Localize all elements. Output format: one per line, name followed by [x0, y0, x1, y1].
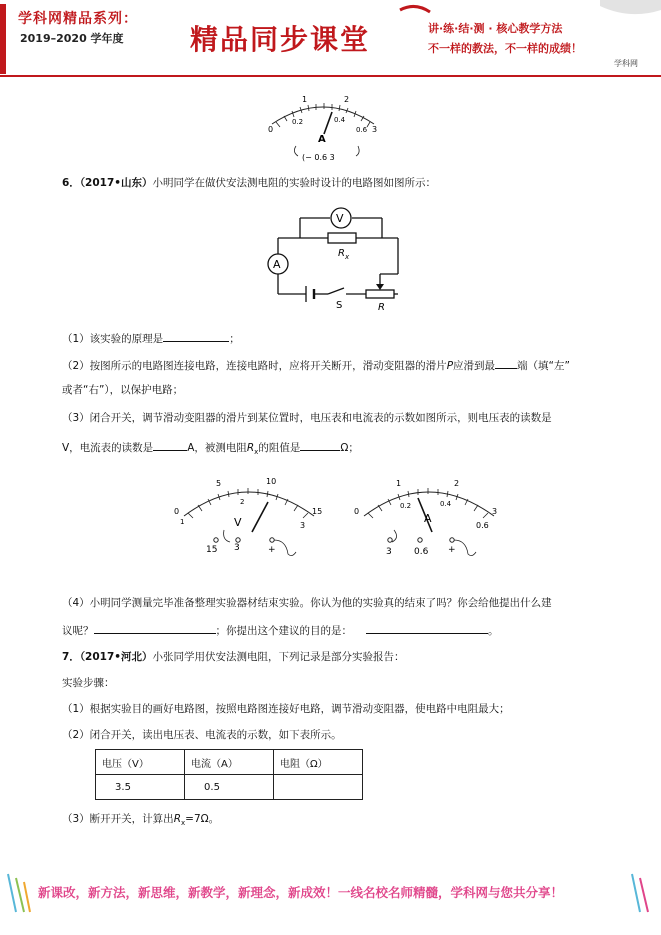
voltmeter-tick: 5 — [216, 479, 222, 488]
voltmeter-tick: 1 — [180, 518, 185, 526]
q7-step1: （1）根据实验目的画好电路图，按照电路图连接好电路，调节滑动变阻器，使电路中电阻最大； — [62, 703, 510, 715]
table-cell: 0.5 — [185, 775, 274, 800]
header-series: 学科网精品系列： — [18, 11, 138, 27]
top-ammeter-figure — [258, 92, 388, 167]
ammeter-terminal: 3 — [386, 547, 392, 557]
table-row — [96, 775, 363, 800]
voltmeter-tick: 2 — [240, 498, 245, 506]
footer-text: 新课改，新方法，新思维，新教学，新理念，新成效！一线名校名师精髓，学科网与您共分享！ — [38, 885, 564, 900]
ammeter-tick: 2 — [454, 479, 460, 488]
voltmeter-tick: 3 — [300, 521, 306, 530]
table-header-cell: 电压（V） — [96, 750, 185, 775]
circuit-rheostat-label: R — [378, 302, 385, 312]
q6-part3-line1: （3）闭合开关，调节滑动变阻器的滑片到某位置时，电压表和电流表的示数如图所示，则电压表的读数是 — [62, 412, 552, 424]
top-ammeter-tick: 0.6 — [356, 126, 368, 134]
q7-stem: 7．（2017•河北）小张同学用伏安法测电阻，下列记录是部分实验报告： — [62, 651, 405, 663]
top-ammeter-tick: 1 — [302, 95, 308, 104]
q6-voltmeter-figure — [168, 472, 328, 562]
q6-part2-line1: （2）按图所示的电路图连接电路，连接电路时，应将开关断开，滑动变阻器的滑片P应滑到最 端（填“左” — [62, 357, 570, 373]
ammeter-terminal: + — [448, 545, 456, 555]
top-ammeter-tick: 0.4 — [334, 116, 346, 124]
circuit-voltmeter-label: V — [336, 212, 344, 225]
q6-part4-line1: （4）小明同学测量完毕准备整理实验器材结束实验。你认为他的实验真的结束了吗？你会给他提出什么建 — [62, 597, 552, 609]
ammeter-terminal: 0.6 — [414, 547, 429, 557]
table-cell: 3.5 — [96, 775, 185, 800]
table-cell — [274, 775, 363, 800]
top-ammeter-tick: 0.2 — [292, 118, 304, 126]
top-ammeter-unit: A — [318, 134, 326, 145]
q6-circuit-diagram — [258, 198, 406, 312]
voltmeter-tick: 10 — [266, 477, 277, 486]
ammeter-tick: 0.2 — [400, 502, 412, 510]
ammeter-tick: 1 — [396, 479, 402, 488]
voltmeter-terminal: 15 — [206, 545, 218, 555]
header-year: 2019–2020 学年度 — [20, 32, 124, 45]
q6-part3-line2: V，电流表的读数是 A，被测电阻$R_x$的阻值是 Ω； — [62, 439, 359, 459]
q7-step2: （2）闭合开关，读出电压表、电流表的示数，如下表所示。 — [62, 729, 342, 741]
top-ammeter-tick: 2 — [344, 95, 350, 104]
q7-data-table — [95, 749, 363, 800]
voltmeter-terminal: 3 — [234, 543, 240, 553]
ammeter-tick: 0.4 — [440, 500, 452, 508]
ammeter-tick: 0.6 — [476, 521, 489, 530]
voltmeter-tick: 0 — [174, 507, 180, 516]
ammeter-tick: 3 — [492, 507, 498, 516]
top-ammeter-tick: 0 — [268, 125, 274, 134]
header-slogan-1: 讲·练·结·测 · 核心教学方法 — [428, 22, 563, 35]
ammeter-unit: A — [424, 512, 432, 525]
q6-ammeter-figure — [348, 472, 508, 562]
voltmeter-terminal: + — [268, 545, 276, 555]
q6-part4-line2: 议呢？ ；你提出这个建议的目的是： 。 — [62, 622, 499, 638]
table-header-cell: 电流（A） — [185, 750, 274, 775]
circuit-ammeter-label: A — [273, 258, 281, 271]
q7-steps-title: 实验步骤： — [62, 677, 115, 689]
top-ammeter-tick: 3 — [372, 125, 378, 134]
q6-part2-line2: 或者“右”），以保护电路； — [62, 384, 184, 396]
voltmeter-unit: V — [234, 516, 242, 529]
header-slogan-2: 不一样的教法，不一样的成绩！ — [428, 42, 582, 55]
table-header-row — [96, 750, 363, 775]
voltmeter-tick: 15 — [312, 507, 323, 516]
q7-step3: （3）断开开关，计算出$R_x=7\Omega$。 — [62, 813, 220, 828]
ammeter-tick: 0 — [354, 507, 360, 516]
header-title: 精品同步课堂 — [190, 23, 371, 56]
q6-stem: 6．（2017•山东）小明同学在做伏安法测电阻的实验时设计的电路图如图所示： — [62, 177, 436, 189]
circuit-rx-label: $R_x$ — [338, 248, 350, 261]
header-logo: 学科网 — [614, 59, 638, 68]
q6-part1: （1）该实验的原理是 ； — [62, 330, 240, 346]
top-ammeter-terminals: (− 0.6 3 — [302, 153, 335, 162]
table-header-cell: 电阻（Ω） — [274, 750, 363, 775]
circuit-switch-label: S — [336, 300, 343, 311]
